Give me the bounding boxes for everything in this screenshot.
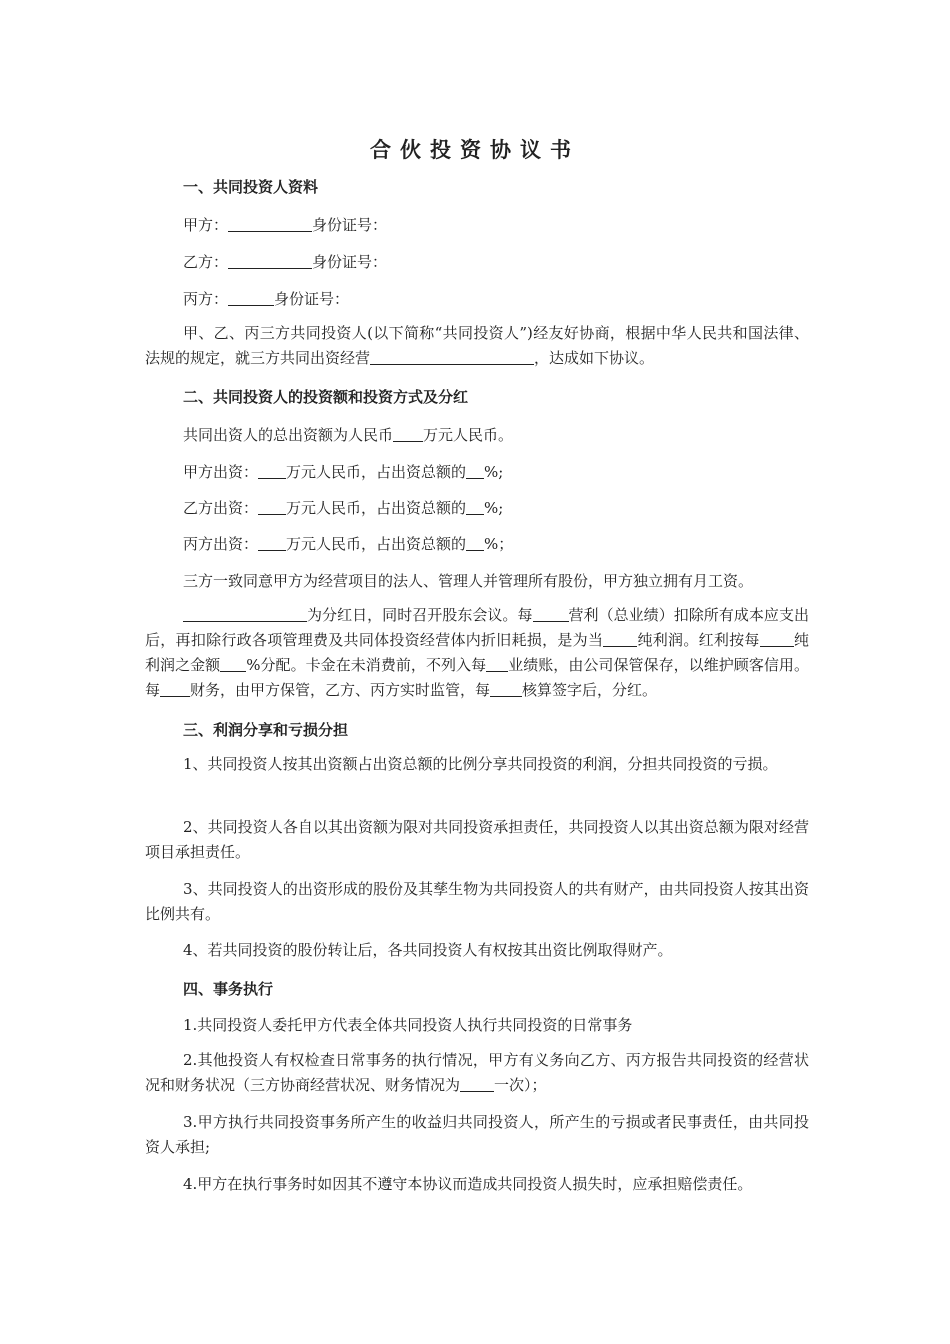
- party-a-percent-blank[interactable]: [466, 464, 484, 479]
- business-name-blank[interactable]: [370, 350, 534, 365]
- dividend-text-5: %分配。卡金在未消费前，不列入每: [246, 656, 487, 674]
- dividend-date-blank[interactable]: [183, 607, 307, 622]
- party-b-name-blank[interactable]: [228, 254, 312, 269]
- profit-clause-2: 2、共同投资人各自以其出资额为限对共同投资承担责任，共同投资人以其出资总额为限对经营项目承担责任。: [145, 818, 809, 861]
- party-c-label: 丙方：: [183, 290, 229, 308]
- dividend-text-8: 核算签字后，分红。: [522, 681, 658, 699]
- party-c-share-text: 万元人民币，占出资总额的: [286, 535, 467, 553]
- total-amount-blank[interactable]: [393, 427, 423, 442]
- period-blank-3[interactable]: [760, 632, 794, 647]
- affairs-clause-2-text-1: 2.其他投资人有权检查日常事务的执行情况，甲方有义务向乙方、丙方报告共同投资的经营状况和财务状况（三方协商经营状况、财务情况为: [145, 1051, 809, 1094]
- affairs-clause-3: 3.甲方执行共同投资事务所产生的收益归共同投资人，所产生的亏损或者民事责任，由共同投资人承担;: [145, 1113, 809, 1156]
- period-blank-4[interactable]: [486, 657, 508, 672]
- party-a-investment-line: [183, 461, 503, 482]
- party-c-investment-label: 丙方出资：: [183, 535, 259, 553]
- dividend-text-2: 营利（总业绩）扣除所有成本应支出后，再扣除行政各项管理费及共同体投资经营体内折旧耗损，是为当: [145, 606, 809, 649]
- party-c-amount-blank[interactable]: [258, 536, 286, 551]
- party-a-percent-sign: %;: [484, 463, 504, 481]
- affairs-clause-1: 1.共同投资人委托甲方代表全体共同投资人执行共同投资的日常事务: [183, 1016, 633, 1034]
- party-c-line: [183, 288, 349, 309]
- dividend-text-4: 纯利润之金额: [145, 631, 809, 674]
- party-a-amount-blank[interactable]: [258, 464, 286, 479]
- party-a-share-text: 万元人民币，占出资总额的: [286, 463, 467, 481]
- party-a-id-label: 身份证号：: [312, 216, 388, 234]
- party-c-investment-line: [183, 533, 513, 554]
- dividend-percent-blank[interactable]: [220, 657, 246, 672]
- affairs-clause-4: 4.甲方在执行事务时如因其不遵守本协议而造成共同投资人损失时，应承担赔偿责任。: [183, 1175, 753, 1193]
- party-c-name-blank[interactable]: [228, 291, 274, 306]
- dividend-text-1: 为分红日，同时召开股东会议。每: [307, 606, 533, 624]
- total-text-2: 万元人民币。: [423, 426, 514, 444]
- report-frequency-blank[interactable]: [460, 1077, 494, 1092]
- party-b-line: [183, 251, 387, 272]
- party-c-percent-blank[interactable]: [466, 536, 484, 551]
- legal-person-line: 三方一致同意甲方为经营项目的法人、管理人并管理所有股份，甲方独立拥有月工资。: [183, 572, 754, 590]
- profit-clause-4: 4、若共同投资的股份转让后，各共同投资人有权按其出资比例取得财产。: [183, 941, 673, 959]
- period-blank-5[interactable]: [160, 682, 190, 697]
- affairs-clause-2-text-2: 一次）；: [494, 1076, 547, 1094]
- party-a-label: 甲方：: [183, 216, 229, 234]
- intro-text-1: 甲、乙、丙三方共同投资人(以下简称“共同投资人”)经友好协商，根据中华人民共和国法律、法规的规定，就三方共同出资经营: [145, 324, 809, 367]
- dividend-text-6: 业绩账，由公司保管保存，以维护顾客信用。每: [145, 656, 809, 699]
- party-a-investment-label: 甲方出资：: [183, 463, 259, 481]
- party-b-id-label: 身份证号：: [312, 253, 388, 271]
- party-c-id-label: 身份证号：: [274, 290, 350, 308]
- intro-text-2: ，达成如下协议。: [534, 349, 655, 367]
- party-b-label: 乙方：: [183, 253, 229, 271]
- party-b-amount-blank[interactable]: [258, 500, 286, 515]
- party-b-percent-sign: %;: [484, 499, 504, 517]
- party-b-investment-line: [183, 497, 503, 518]
- period-blank-2[interactable]: [603, 632, 637, 647]
- party-a-line: [183, 214, 387, 235]
- section-4-heading: 四、事务执行: [183, 980, 274, 998]
- party-a-name-blank[interactable]: [228, 217, 312, 232]
- affairs-clause-2: [145, 1048, 809, 1098]
- party-c-percent-sign: %；: [484, 535, 514, 553]
- party-b-share-text: 万元人民币，占出资总额的: [286, 499, 467, 517]
- document-title: 合伙投资协议书: [370, 138, 580, 162]
- party-b-investment-label: 乙方出资：: [183, 499, 259, 517]
- total-investment-line: [183, 424, 513, 445]
- total-text-1: 共同出资人的总出资额为人民币: [183, 426, 394, 444]
- section-3-heading: 三、利润分享和亏损分担: [183, 721, 349, 739]
- intro-paragraph: [145, 321, 809, 371]
- period-blank-1[interactable]: [533, 607, 569, 622]
- party-b-percent-blank[interactable]: [466, 500, 484, 515]
- profit-clause-1: 1、共同投资人按其出资额占出资总额的比例分享共同投资的利润，分担共同投资的亏损。: [183, 755, 778, 773]
- period-blank-6[interactable]: [490, 682, 522, 697]
- profit-clause-3: 3、共同投资人的出资形成的股份及其孳生物为共同投资人的共有财产，由共同投资人按其出资比例共有。: [145, 880, 809, 923]
- dividend-paragraph: [145, 603, 809, 703]
- dividend-text-3: 纯利润。红利按每: [637, 631, 760, 649]
- section-2-heading: 二、共同投资人的投资额和投资方式及分红: [183, 388, 469, 406]
- section-1-heading: 一、共同投资人资料: [183, 178, 319, 196]
- dividend-text-7: 财务，由甲方保管，乙方、丙方实时监管，每: [190, 681, 491, 699]
